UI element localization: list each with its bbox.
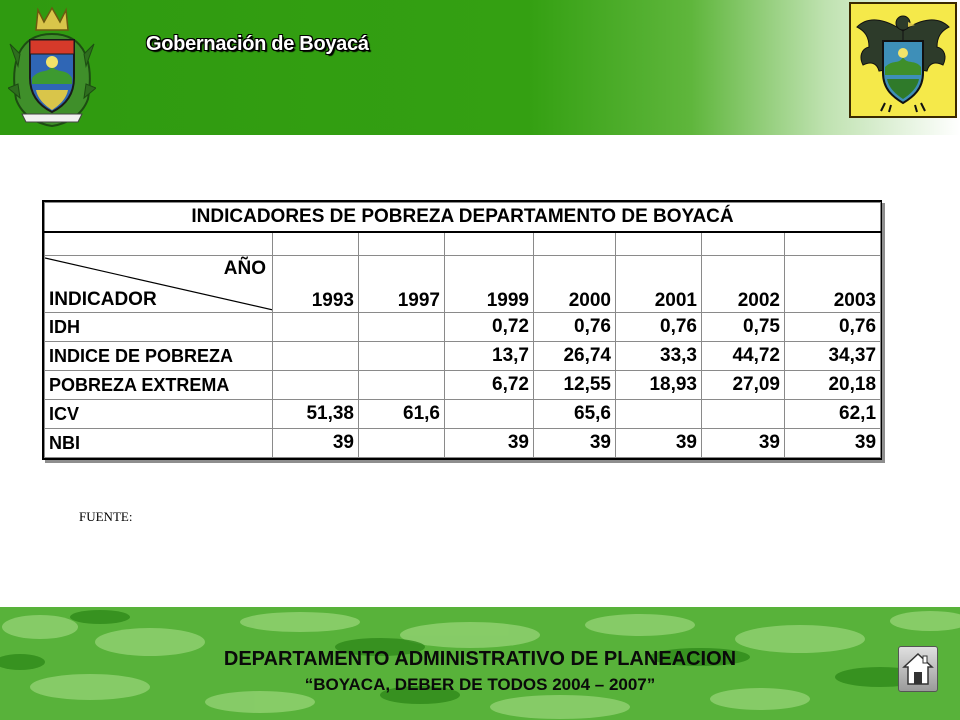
header-title: Gobernación de Boyacá	[146, 33, 369, 55]
home-button[interactable]	[898, 646, 938, 692]
table-cell: 20,18	[785, 371, 881, 400]
year-header: 2003	[785, 256, 881, 313]
table-cell: 27,09	[702, 371, 785, 400]
table-cell: 0,76	[534, 313, 616, 342]
table-cell: 62,1	[785, 400, 881, 429]
header-band	[0, 0, 960, 135]
eagle-seal-frame	[849, 2, 957, 118]
table-cell	[359, 313, 445, 342]
eagle-seal-icon	[855, 7, 951, 113]
table-row	[45, 342, 881, 371]
year-header: 1997	[359, 256, 445, 313]
coat-of-arms-icon	[8, 4, 96, 130]
table-spacer-row	[45, 232, 881, 256]
row-label: ICV	[45, 400, 273, 429]
table-cell: 26,74	[534, 342, 616, 371]
row-label: INDICE DE POBREZA	[45, 342, 273, 371]
table-cell: 13,7	[445, 342, 534, 371]
table-cell	[702, 400, 785, 429]
table-cell: 61,6	[359, 400, 445, 429]
table-cell	[273, 371, 359, 400]
year-header: 2001	[616, 256, 702, 313]
table-cell: 0,75	[702, 313, 785, 342]
year-header: 1999	[445, 256, 534, 313]
table-cell: 18,93	[616, 371, 702, 400]
poverty-indicators-table	[42, 200, 882, 460]
table-cell: 6,72	[445, 371, 534, 400]
table-cell	[359, 342, 445, 371]
table-cell: 0,76	[785, 313, 881, 342]
table-row	[45, 400, 881, 429]
indicator-axis-label: INDICADOR	[49, 289, 157, 310]
footer-department-name: DEPARTAMENTO ADMINISTRATIVO DE PLANEACION	[223, 648, 737, 670]
table-cell: 33,3	[616, 342, 702, 371]
year-header: 2002	[702, 256, 785, 313]
table-cell: 65,6	[534, 400, 616, 429]
table-row	[45, 429, 881, 458]
table-cell: 0,72	[445, 313, 534, 342]
table-cell: 44,72	[702, 342, 785, 371]
table-cell	[445, 400, 534, 429]
table-row	[45, 313, 881, 342]
table-cell: 0,76	[616, 313, 702, 342]
table-cell: 39	[445, 429, 534, 458]
table-cell	[273, 342, 359, 371]
table-cell: 39	[534, 429, 616, 458]
table-row	[45, 371, 881, 400]
table-cell: 39	[273, 429, 359, 458]
row-label: NBI	[45, 429, 273, 458]
year-header: 2000	[534, 256, 616, 313]
table-cell: 34,37	[785, 342, 881, 371]
table-cell	[359, 429, 445, 458]
table-title: INDICADORES DE POBREZA DEPARTAMENTO DE BOYACÁ	[45, 203, 881, 233]
home-icon	[902, 652, 934, 686]
table-header-row	[45, 256, 881, 313]
year-axis-label: AÑO	[223, 258, 266, 279]
source-label: FUENTE:	[79, 509, 133, 524]
table-cell	[359, 371, 445, 400]
footer-slogan: “BOYACA, DEBER DE TODOS 2004 – 2007”	[304, 675, 656, 694]
row-label: IDH	[45, 313, 273, 342]
table-cell: 51,38	[273, 400, 359, 429]
footer-band	[0, 607, 960, 720]
table-cell: 12,55	[534, 371, 616, 400]
table-cell: 39	[616, 429, 702, 458]
table-cell: 39	[785, 429, 881, 458]
row-label: POBREZA EXTREMA	[45, 371, 273, 400]
table-cell: 39	[702, 429, 785, 458]
year-header: 1993	[273, 256, 359, 313]
corner-header-cell	[45, 256, 273, 313]
table-cell	[616, 400, 702, 429]
table-cell	[273, 313, 359, 342]
